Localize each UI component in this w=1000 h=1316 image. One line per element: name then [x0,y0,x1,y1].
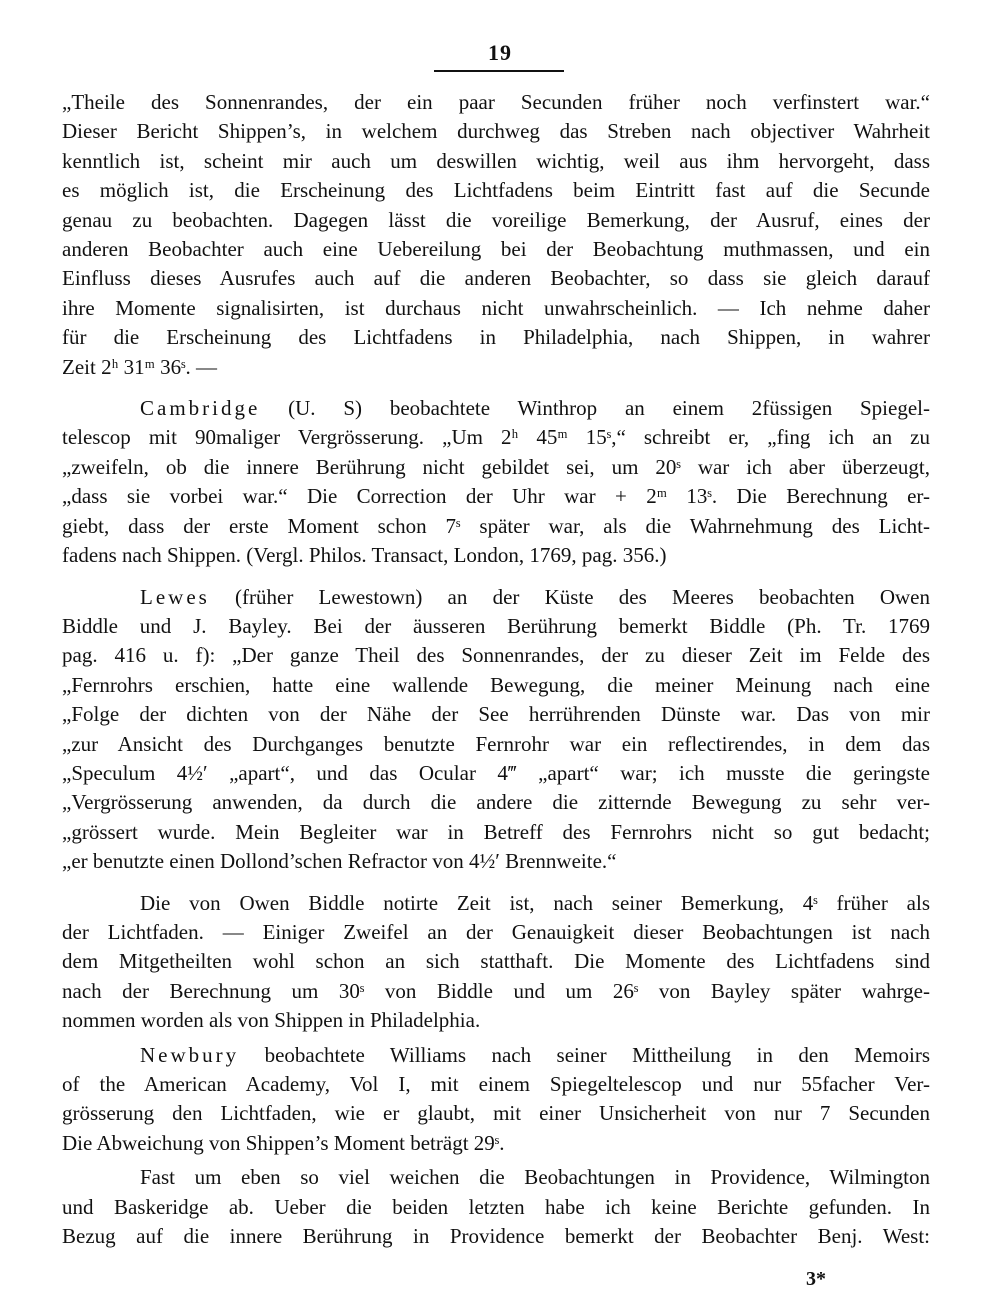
paragraph-4 [62,889,930,1036]
text-fragment: (früher Lewestown) an der Küste des Meeres beobachten Owen [209,584,930,609]
header-rule [434,70,564,72]
text-line: Biddle und J. Bayley. Bei der äusseren Berührung bemerkt Biddle (Ph. Tr. 1769 [62,613,930,638]
text-line: und Baskeridge ab. Ueber die beiden letzten habe ich keine Berichte gefunden. In [62,1194,930,1219]
text-line [62,394,930,423]
text-line: anderen Beobachter auch eine Uebereilung bei der Beobachtung muthmassen, und ein [62,237,930,262]
text-line: für die Erscheinung des Lichtfadens in Philadelphia, nach Shippen, in wahrer [62,325,930,350]
text-line: Bezug auf die innere Berührung in Providence bemerkt der Beobachter Benj. West: [62,1224,930,1249]
text-line: grösserung den Lichtfaden, wie er glaubt, mit einer Unsicherheit von nur 7 Secunden [62,1101,930,1126]
text-line: telescop mit 90maliger Vergrösserung. „Um 2ʰ 45ᵐ 15ˢ,“ schreibt er, „fing ich an zu [62,425,930,450]
text-line: Dieser Bericht Shippen’s, in welchem durchweg das Streben nach objectiver Wahrheit [62,119,930,144]
text-line: giebt, dass der erste Moment schon 7ˢ später war, als die Wahrnehmung des Licht- [62,513,930,538]
text-line: kenntlich ist, scheint mir auch um deswillen wichtig, weil aus ihm hervorgeht, dass [62,148,930,173]
text-fragment: (U. S) beobachtete Winthrop an einem 2füssigen Spiegel- [260,396,930,421]
text-line: „Vergrösserung anwenden, da durch die andere die zitternde Bewegung zu sehr ver- [62,790,930,815]
place-name: Newbury [140,1042,240,1067]
text-line: fadens nach Shippen. (Vergl. Philos. Transact, London, 1769, pag. 356.) [62,543,667,568]
text-line: „zweifeln, ob die innere Berührung nicht gebildet sei, um 20ˢ war ich aber überzeugt, [62,454,930,479]
text-line: der Lichtfaden. — Einiger Zweifel an der Genauigkeit dieser Beobachtungen ist nach [62,919,930,944]
text-line: „Theile des Sonnenrandes, der ein paar Secunden früher noch verfinstert war.“ [62,90,930,114]
paragraph-newbury [62,1041,930,1159]
page-number: 19 [488,40,512,65]
text-line: „dass sie vorbei war.“ Die Correction der Uhr war + 2ᵐ 13ˢ. Die Berechnung er- [62,484,930,509]
text-line: Zeit 2ʰ 31ᵐ 36ˢ. — [62,354,218,379]
text-line: nach der Berechnung um 30ˢ von Biddle und um 26ˢ von Bayley später wahrge- [62,978,930,1003]
text-line [62,583,930,612]
place-name: Lewes [140,584,210,609]
paragraph-lewes [62,583,930,877]
paragraph-cambridge [62,394,930,570]
text-line: „grössert wurde. Mein Begleiter war in Betreff des Fernrohrs nicht so gut bedacht; [62,819,930,844]
paragraph-1 [62,88,930,382]
text-fragment: beobachtete Williams nach seiner Mittheilung in den Memoirs [239,1042,930,1067]
text-line: Fast um eben so viel weichen die Beobachtungen in Providence, Wilmington [140,1165,930,1190]
text-line: „Folge der dichten von der Nähe der See herrührenden Dünste war. Das von mir [62,702,930,727]
text-line: „Speculum 4½′ „apart“, und das Ocular 4‴ „apart“ war; ich musste die geringste [62,760,930,785]
text-line: dem Mitgetheilten wohl schon an sich statthaft. Die Momente des Lichtfadens sind [62,949,930,974]
text-line: nommen worden als von Shippen in Philadelphia. [62,1008,481,1033]
text-line: „er benutzte einen Dollond’schen Refractor von 4½′ Brennweite.“ [62,849,617,874]
text-line: Einfluss dieses Ausrufes auch auf die anderen Beobachter, so dass sie gleich darauf [62,266,930,291]
text-line: „Fernrohrs erschien, hatte eine wallende Bewegung, die meiner Meinung nach eine [62,672,930,697]
text-line: „zur Ansicht des Durchganges benutzte Fernrohr war ein reflectirendes, in dem das [62,731,930,756]
text-line: pag. 416 u. f): „Der ganze Theil des Sonnenrandes, der zu dieser Zeit im Felde des [62,643,930,668]
text-line [62,1041,930,1070]
text-line: es möglich ist, die Erscheinung des Lichtfadens beim Eintritt fast auf die Secunde [62,178,930,203]
text-line: genau zu beobachten. Dagegen lässt die voreilige Bemerkung, der Ausruf, eines der [62,207,930,232]
text-body [62,88,930,1251]
text-line: ihre Momente signalisirten, ist durchaus nicht unwahrscheinlich. — Ich nehme daher [62,295,930,320]
paragraph-6 [62,1163,930,1251]
signature-mark: 3* [806,1268,826,1290]
text-line: of the American Academy, Vol I, mit einem Spiegeltelescop und nur 55facher Ver- [62,1072,930,1096]
text-line: Die von Owen Biddle notirte Zeit ist, nach seiner Bemerkung, 4ˢ früher als [140,890,930,915]
place-name: Cambridge [140,396,261,421]
text-line: Die Abweichung von Shippen’s Moment beträgt 29ˢ. [62,1130,505,1155]
